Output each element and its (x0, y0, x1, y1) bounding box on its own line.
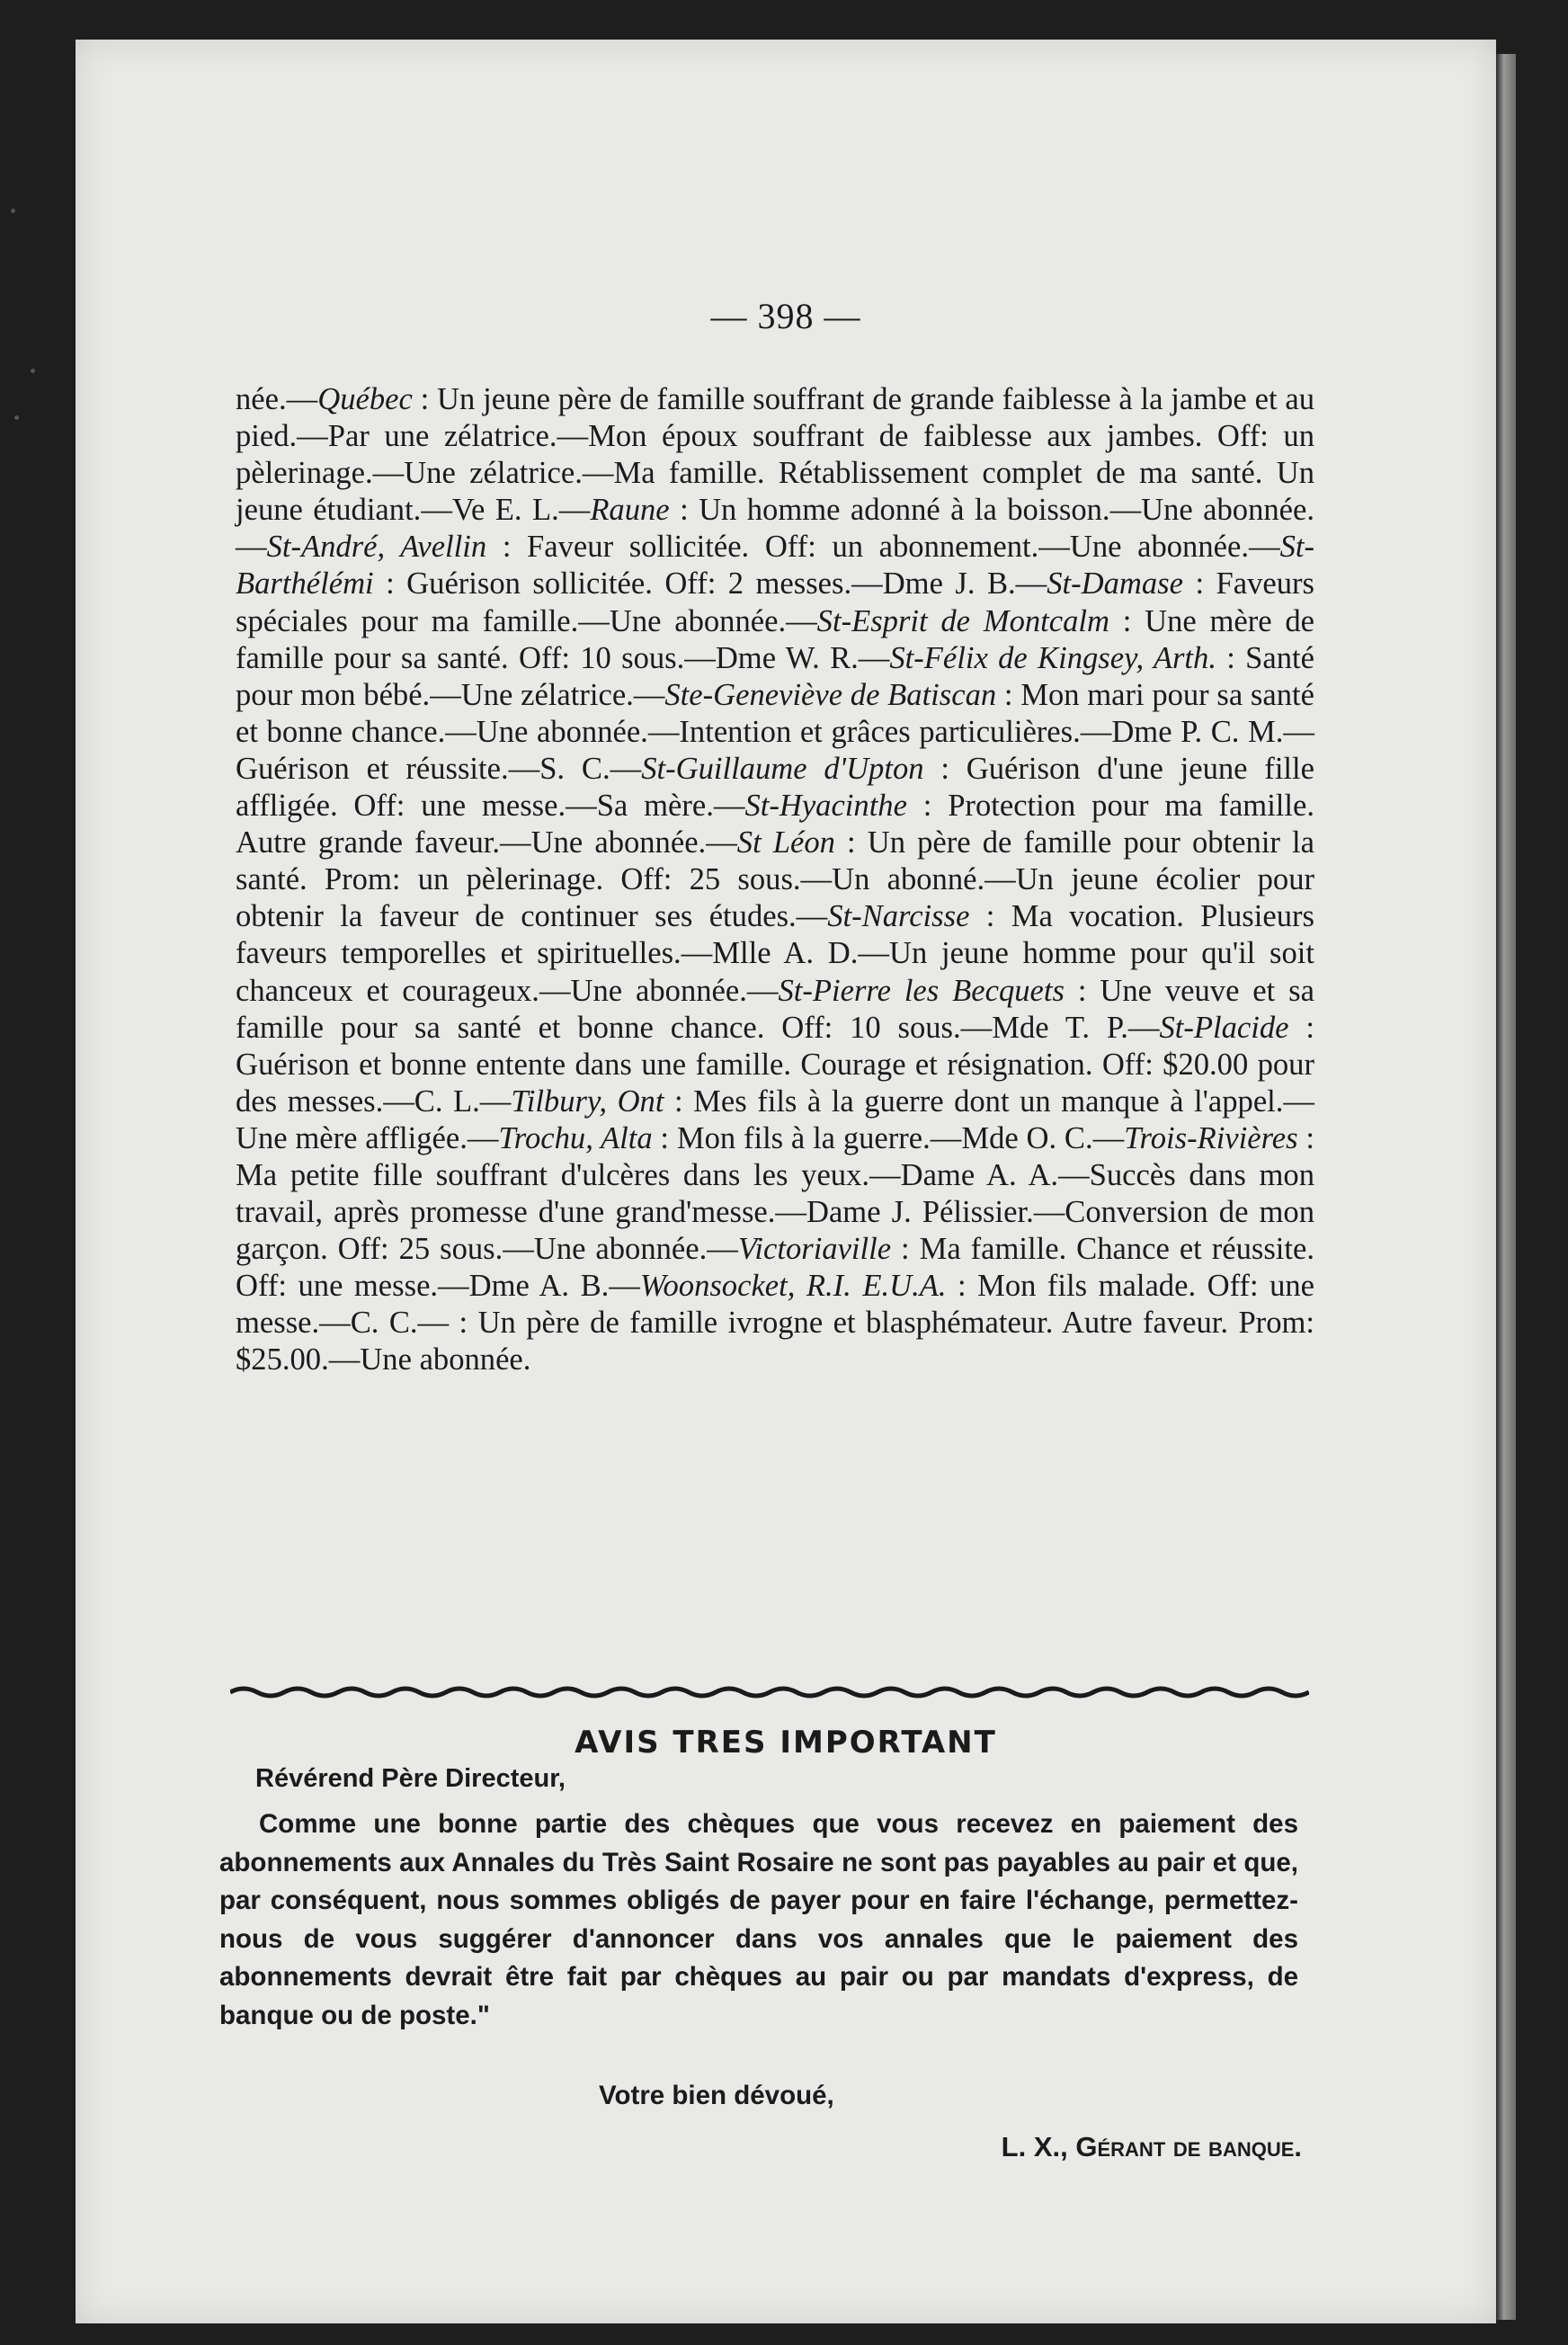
place-name: St-Hyacinthe (744, 789, 907, 824)
place-name: St-Barthélémi (236, 530, 1314, 602)
signature-title: Gérant de banque. (1075, 2131, 1302, 2162)
favor-text: : Une veuve et sa famille pour sa santé et bonne chance. Off: 10 sous.—Mde T. P.— (236, 973, 1314, 1045)
place-name: St-Félix de Kingsey, Arth. (889, 640, 1216, 675)
favor-text: : Ma petite fille souffrant d'ulcères dans les yeux.—Dame A. A.—Succès dans mon travail, après promesse d'une grand'messe.—Dame J. Pélissier.—Conversion de mon garçon. Off: 25 sous.—Une abonnée.— (236, 1120, 1314, 1267)
signature-name: L. X., (1001, 2131, 1068, 2162)
favor-text: : Guérison et bonne entente dans une famille. Courage et résignation. Off: $20.00 pour des messes.—C. L.— (236, 1010, 1314, 1119)
place-name: St-Pierre les Becquets (778, 973, 1065, 1008)
place-name: St-Esprit de Montcalm (816, 603, 1109, 638)
favor-text: : Un père de famille pour obtenir la santé. Prom: un pèlerinage. Off: 25 sous.—Un abonné.—Un jeune écolier pour obtenir la faveur de continuer ses études.— (236, 825, 1315, 934)
favor-text: : Ma vocation. Plusieurs faveurs temporelles et spirituelles.—Mlle A. D.—Un jeune homme pour qu'il soit chanceux et courageux.—Une abonnée.— (236, 899, 1314, 1008)
dust-speck (31, 369, 35, 373)
place-name: Raune (590, 493, 670, 528)
notice-salutation: Révérend Père Directeur, (255, 1764, 566, 1793)
place-name: St-Narcisse (827, 899, 970, 934)
favor-text: : Un homme adonné à la boisson.—Une abonnée.— (236, 493, 1315, 565)
notice-title: AVIS TRES IMPORTANT (575, 1725, 997, 1761)
favor-text: née.— (236, 382, 318, 416)
book-page (76, 40, 1496, 2323)
favor-text: : Faveurs spéciales pour ma famille.—Une abonnée.— (236, 566, 1314, 638)
page-number: — 398 — (710, 296, 861, 336)
adjacent-page-edge (1496, 54, 1516, 2320)
favor-text: : Guérison d'une jeune fille affligée. Off: une messe.—Sa mère.— (236, 751, 1314, 824)
favor-text: : Un jeune père de famille souffrant de grande faiblesse à la jambe et au pied.—Par une zélatrice.—Mon époux souffrant de faiblesse aux jambes. Off: un pèlerinage.—Une zélatrice.—Ma famille. Rétablissement complet de ma santé. Un jeune étudiant.—Ve E. L.— (236, 382, 1314, 528)
favor-text: : Protection pour ma famille. Autre grande faveur.—Une abonnée.— (236, 789, 1315, 860)
wavy-divider (230, 1681, 1309, 1703)
place-name: St-Guillaume d'Upton (641, 751, 924, 786)
favor-text: : Santé pour mon bébé.—Une zélatrice.— (236, 640, 1314, 712)
dust-speck (14, 415, 19, 420)
place-name: St Léon (736, 825, 835, 860)
place-name: Victoriaville (737, 1232, 892, 1267)
notice-signature (1002, 2131, 1302, 2163)
favor-text: : Mon fils malade. Off: une messe.—C. C.— : Un père de famille ivrogne et blasphémateur. Autre faveur. Prom: $25.00.—Une abonnée. (236, 1269, 1315, 1378)
place-name: St-Placide (1159, 1010, 1289, 1045)
place-name: Tilbury, Ont (511, 1083, 664, 1119)
place-name: Québec (317, 382, 413, 416)
favor-text: : Une mère de famille pour sa santé. Off: 10 sous.—Dme W. R.— (236, 603, 1315, 675)
place-name: Woonsocket, R.I. E.U.A. (639, 1269, 947, 1304)
favor-text: : Mon mari pour sa santé et bonne chance.—Une abonnée.—Intention et grâces particulières.—Dme P. C. M.—Guérison et réussite.—S. C.— (236, 677, 1314, 786)
notice-body: Comme une bonne partie des chèques que vous recevez en paiement des abonnements aux Annales du Très Saint Rosaire ne sont pas payables au pair et que, par conséquent, nous sommes obligés de payer pour en faire l'échange, permettez-nous de vous suggérer d'annoncer dans vos annales que le paiement des abonnements devrait être fait par chèques au pair ou par mandats d'express, de banque ou de poste." (219, 1809, 1298, 2030)
favor-text: : Faveur sollicitée. Off: un abonnement.—Une abonnée.— (486, 530, 1280, 565)
place-name: Trois-Rivières (1124, 1120, 1298, 1155)
favors-list-text (236, 381, 1314, 1379)
place-name: St-André, Avellin (266, 530, 487, 565)
place-name: Ste-Geneviève de Batiscan (664, 677, 997, 712)
place-name: St-Damase (1047, 566, 1183, 602)
favor-text: : Mes fils à la guerre dont un manque à l'appel.—Une mère affligée.— (236, 1083, 1314, 1155)
favor-text: : Guérison sollicitée. Off: 2 messes.—Dme J. B.— (373, 566, 1047, 602)
favor-text: : Mon fils à la guerre.—Mde O. C.— (652, 1120, 1125, 1155)
notice-closing: Votre bien dévoué, (599, 2081, 834, 2110)
place-name: Trochu, Alta (498, 1120, 653, 1155)
dust-speck (11, 209, 15, 213)
favor-text: : Ma famille. Chance et réussite. Off: une messe.—Dme A. B.— (236, 1232, 1314, 1304)
